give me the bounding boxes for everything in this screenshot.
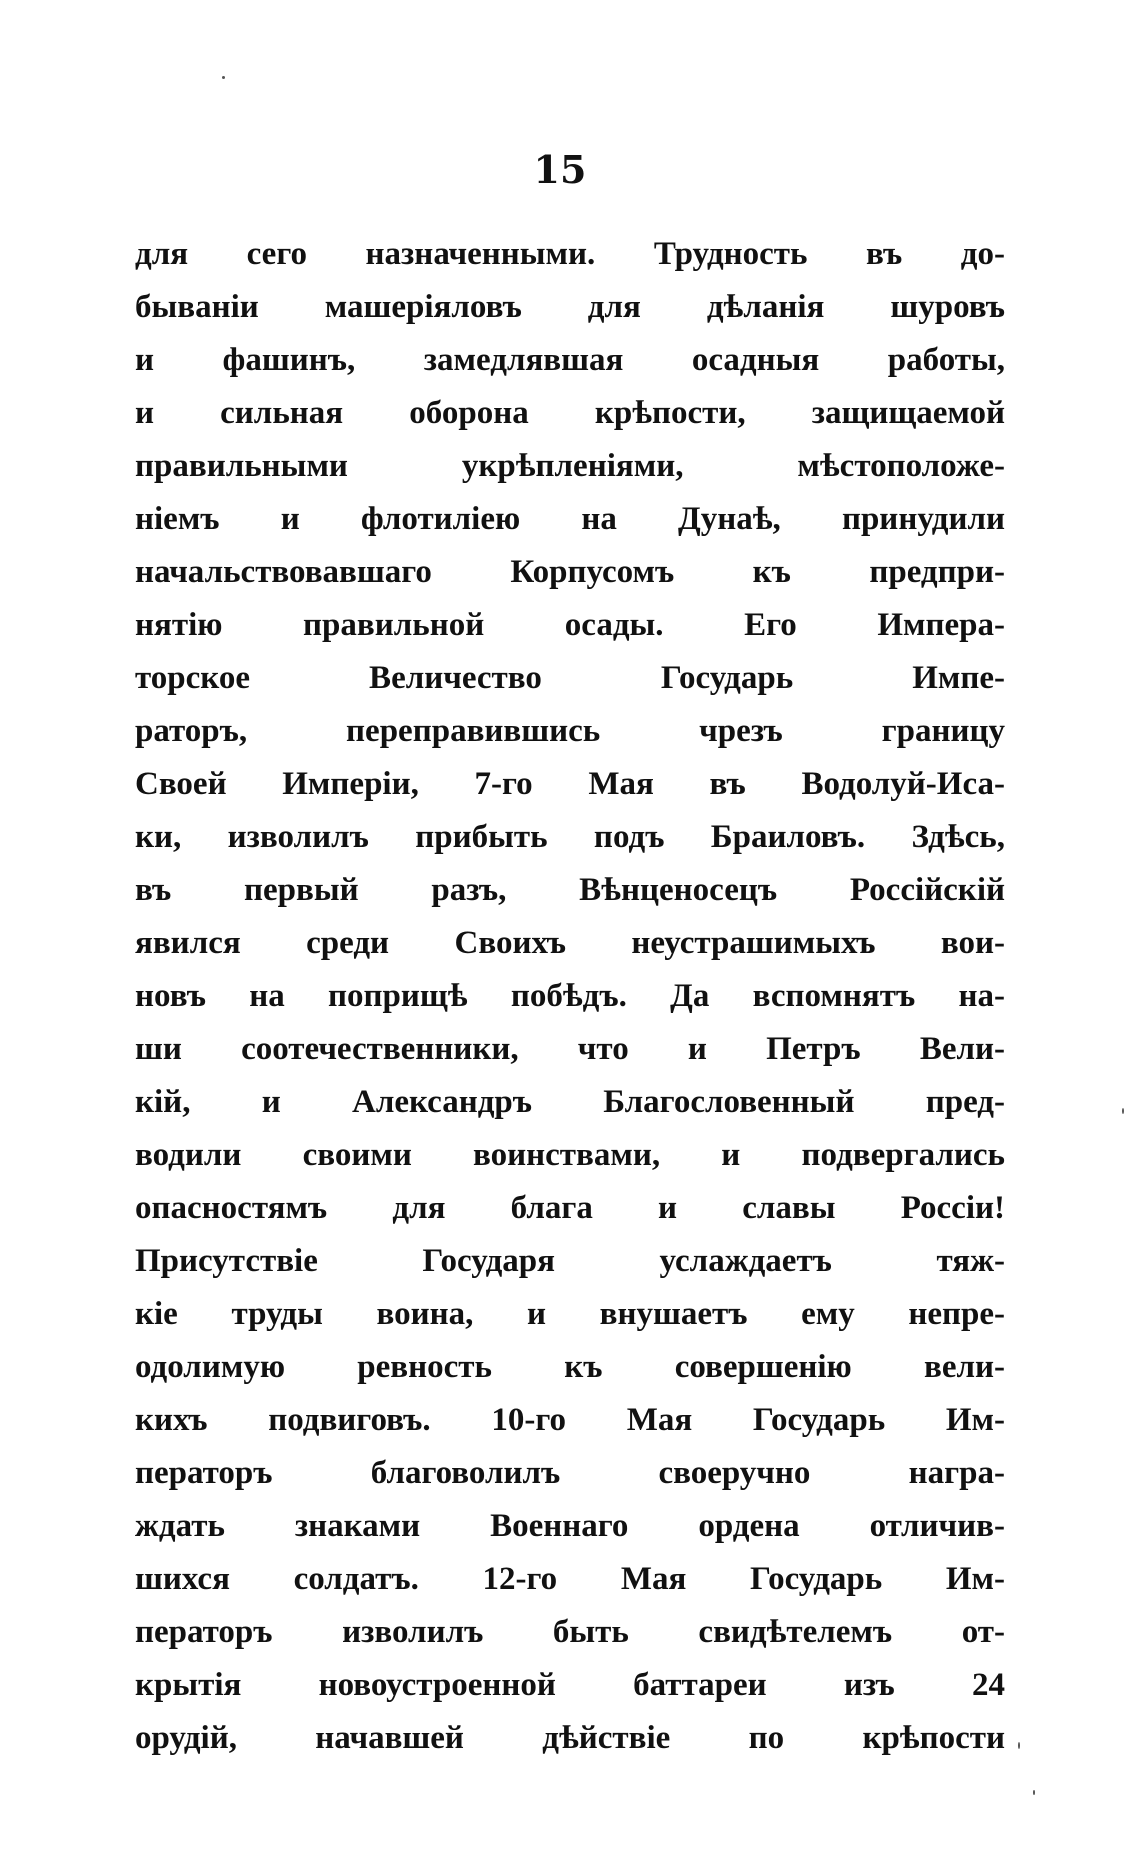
page-number: 15	[533, 147, 587, 192]
text-line: торское Величество Государь Импе-	[135, 660, 1005, 696]
text-line: опасностямъ для блага и славы Россіи!	[135, 1190, 1005, 1226]
text-line: ши соотечественники, что и Петръ Вели-	[135, 1031, 1005, 1067]
text-line: ператоръ изволилъ быть свидѣтелемъ от-	[135, 1614, 1005, 1650]
text-line: и фашинъ, замедлявшая осадныя работы,	[135, 342, 1005, 378]
text-line: бываніи машеріяловъ для дѣланія шуровъ	[135, 289, 1005, 325]
text-line: Своей Имперіи, 7-го Мая въ Водолуй-Иса-	[135, 766, 1005, 802]
text-line: ки, изволилъ прибыть подъ Браиловъ. Здѣсь,	[135, 819, 1005, 855]
scan-speck	[1033, 1790, 1035, 1795]
text-line: ждать знаками Военнаго ордена отличив-	[135, 1508, 1005, 1544]
text-line: новъ на поприщѣ побѣдъ. Да вспомнятъ на-	[135, 978, 1005, 1014]
text-line: и сильная оборона крѣпости, защищаемой	[135, 395, 1005, 431]
text-line: ніемъ и флотиліею на Дунаѣ, принудили	[135, 501, 1005, 537]
text-line: раторъ, переправившись чрезъ границу	[135, 713, 1005, 749]
scan-speck	[1018, 1742, 1020, 1749]
text-line: начальствовавшаго Корпусомъ къ предпри-	[135, 554, 1005, 590]
text-line: кій, и Александръ Благословенный пред-	[135, 1084, 1005, 1120]
text-line: водили своими воинствами, и подвергались	[135, 1137, 1005, 1173]
text-line: въ первый разъ, Вѣнценосецъ Россійскій	[135, 872, 1005, 908]
text-line: крытія новоустроенной баттареи изъ 24	[135, 1667, 1005, 1703]
text-line: кіе труды воина, и внушаетъ ему непре-	[135, 1296, 1005, 1332]
text-line: кихъ подвиговъ. 10-го Мая Государь Им-	[135, 1402, 1005, 1438]
text-line: явился среди Своихъ неустрашимыхъ вои-	[135, 925, 1005, 961]
text-line: правильными укрѣпленіями, мѣстоположе-	[135, 448, 1005, 484]
text-line: для сего назначенными. Трудность въ до-	[135, 236, 1005, 272]
text-line: ператоръ благоволилъ своеручно награ-	[135, 1455, 1005, 1491]
scan-speck	[1122, 1108, 1124, 1114]
text-line: орудій, начавшей дѣйствіе по крѣпости	[135, 1720, 1005, 1756]
scan-speck	[222, 76, 225, 79]
text-line: нятію правильной осады. Его Импера-	[135, 607, 1005, 643]
text-line: одолимую ревность къ совершенію вели-	[135, 1349, 1005, 1385]
text-line: Присутствіе Государя услаждаетъ тяж-	[135, 1243, 1005, 1279]
body-text	[135, 228, 1005, 1765]
text-line: шихся солдатъ. 12-го Мая Государь Им-	[135, 1561, 1005, 1597]
